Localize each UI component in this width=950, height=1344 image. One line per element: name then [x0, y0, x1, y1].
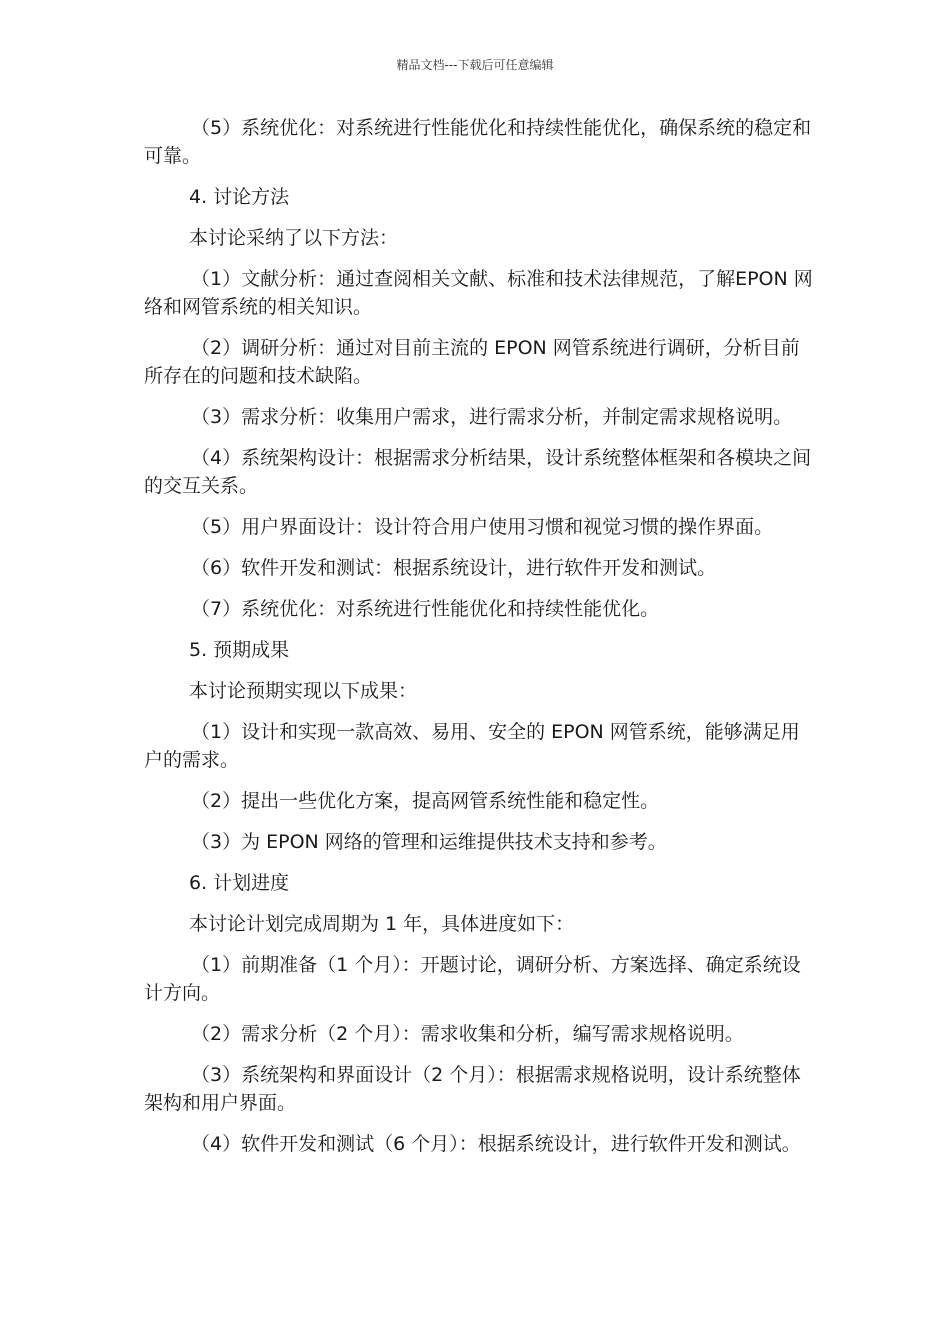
list-item: （2）调研分析：通过对目前主流的 EPON 网管系统进行调研，分析目前所存在的问题和技术缺陷。 — [144, 337, 800, 387]
list-item: （6）软件开发和测试：根据系统设计，进行软件开发和测试。 — [191, 557, 717, 579]
section-heading: 6. 计划进度 — [189, 872, 290, 894]
list-item: （2）提出一些优化方案，提高网管系统性能和稳定性。 — [191, 790, 660, 812]
list-item: （5）系统优化：对系统进行性能优化和持续性能优化，确保系统的稳定和可靠。 — [144, 117, 812, 167]
list-item: （5）用户界面设计：设计符合用户使用习惯和视觉习惯的操作界面。 — [191, 516, 774, 538]
list-item: （4）软件开发和测试（6 个月）：根据系统设计，进行软件开发和测试。 — [191, 1133, 801, 1155]
list-item: （7）系统优化：对系统进行性能优化和持续性能优化。 — [191, 598, 660, 620]
section-heading: 4. 讨论方法 — [189, 186, 290, 208]
document-body — [144, 114, 816, 1171]
list-item: （1）文献分析：通过查阅相关文献、标准和技术法律规范，了解EPON 网络和网管系统的相关知识。 — [144, 268, 813, 318]
section-intro: 本讨论采纳了以下方法： — [189, 227, 399, 249]
list-item: （2）需求分析（2 个月）：需求收集和分析，编写需求规格说明。 — [191, 1023, 744, 1045]
list-item: （3）系统架构和界面设计（2 个月）：根据需求规格说明，设计系统整体架构和用户界面。 — [144, 1064, 801, 1114]
section-intro: 本讨论计划完成周期为 1 年，具体进度如下： — [189, 913, 575, 935]
list-item: （3）为 EPON 网络的管理和运维提供技术支持和参考。 — [191, 831, 667, 853]
page-header: 精品文档---下载后可任意编辑 — [396, 58, 554, 72]
list-item: （1）前期准备（1 个月）：开题讨论，调研分析、方案选择、确定系统设计方向。 — [144, 954, 801, 1004]
list-item: （1）设计和实现一款高效、易用、安全的 EPON 网管系统，能够满足用户的需求。 — [144, 721, 800, 771]
section-heading: 5. 预期成果 — [189, 639, 290, 661]
list-item: （3）需求分析：收集用户需求，进行需求分析，并制定需求规格说明。 — [191, 406, 793, 428]
list-item: （4）系统架构设计：根据需求分析结果，设计系统整体框架和各模块之间的交互关系。 — [144, 447, 812, 497]
section-intro: 本讨论预期实现以下成果： — [189, 680, 418, 702]
